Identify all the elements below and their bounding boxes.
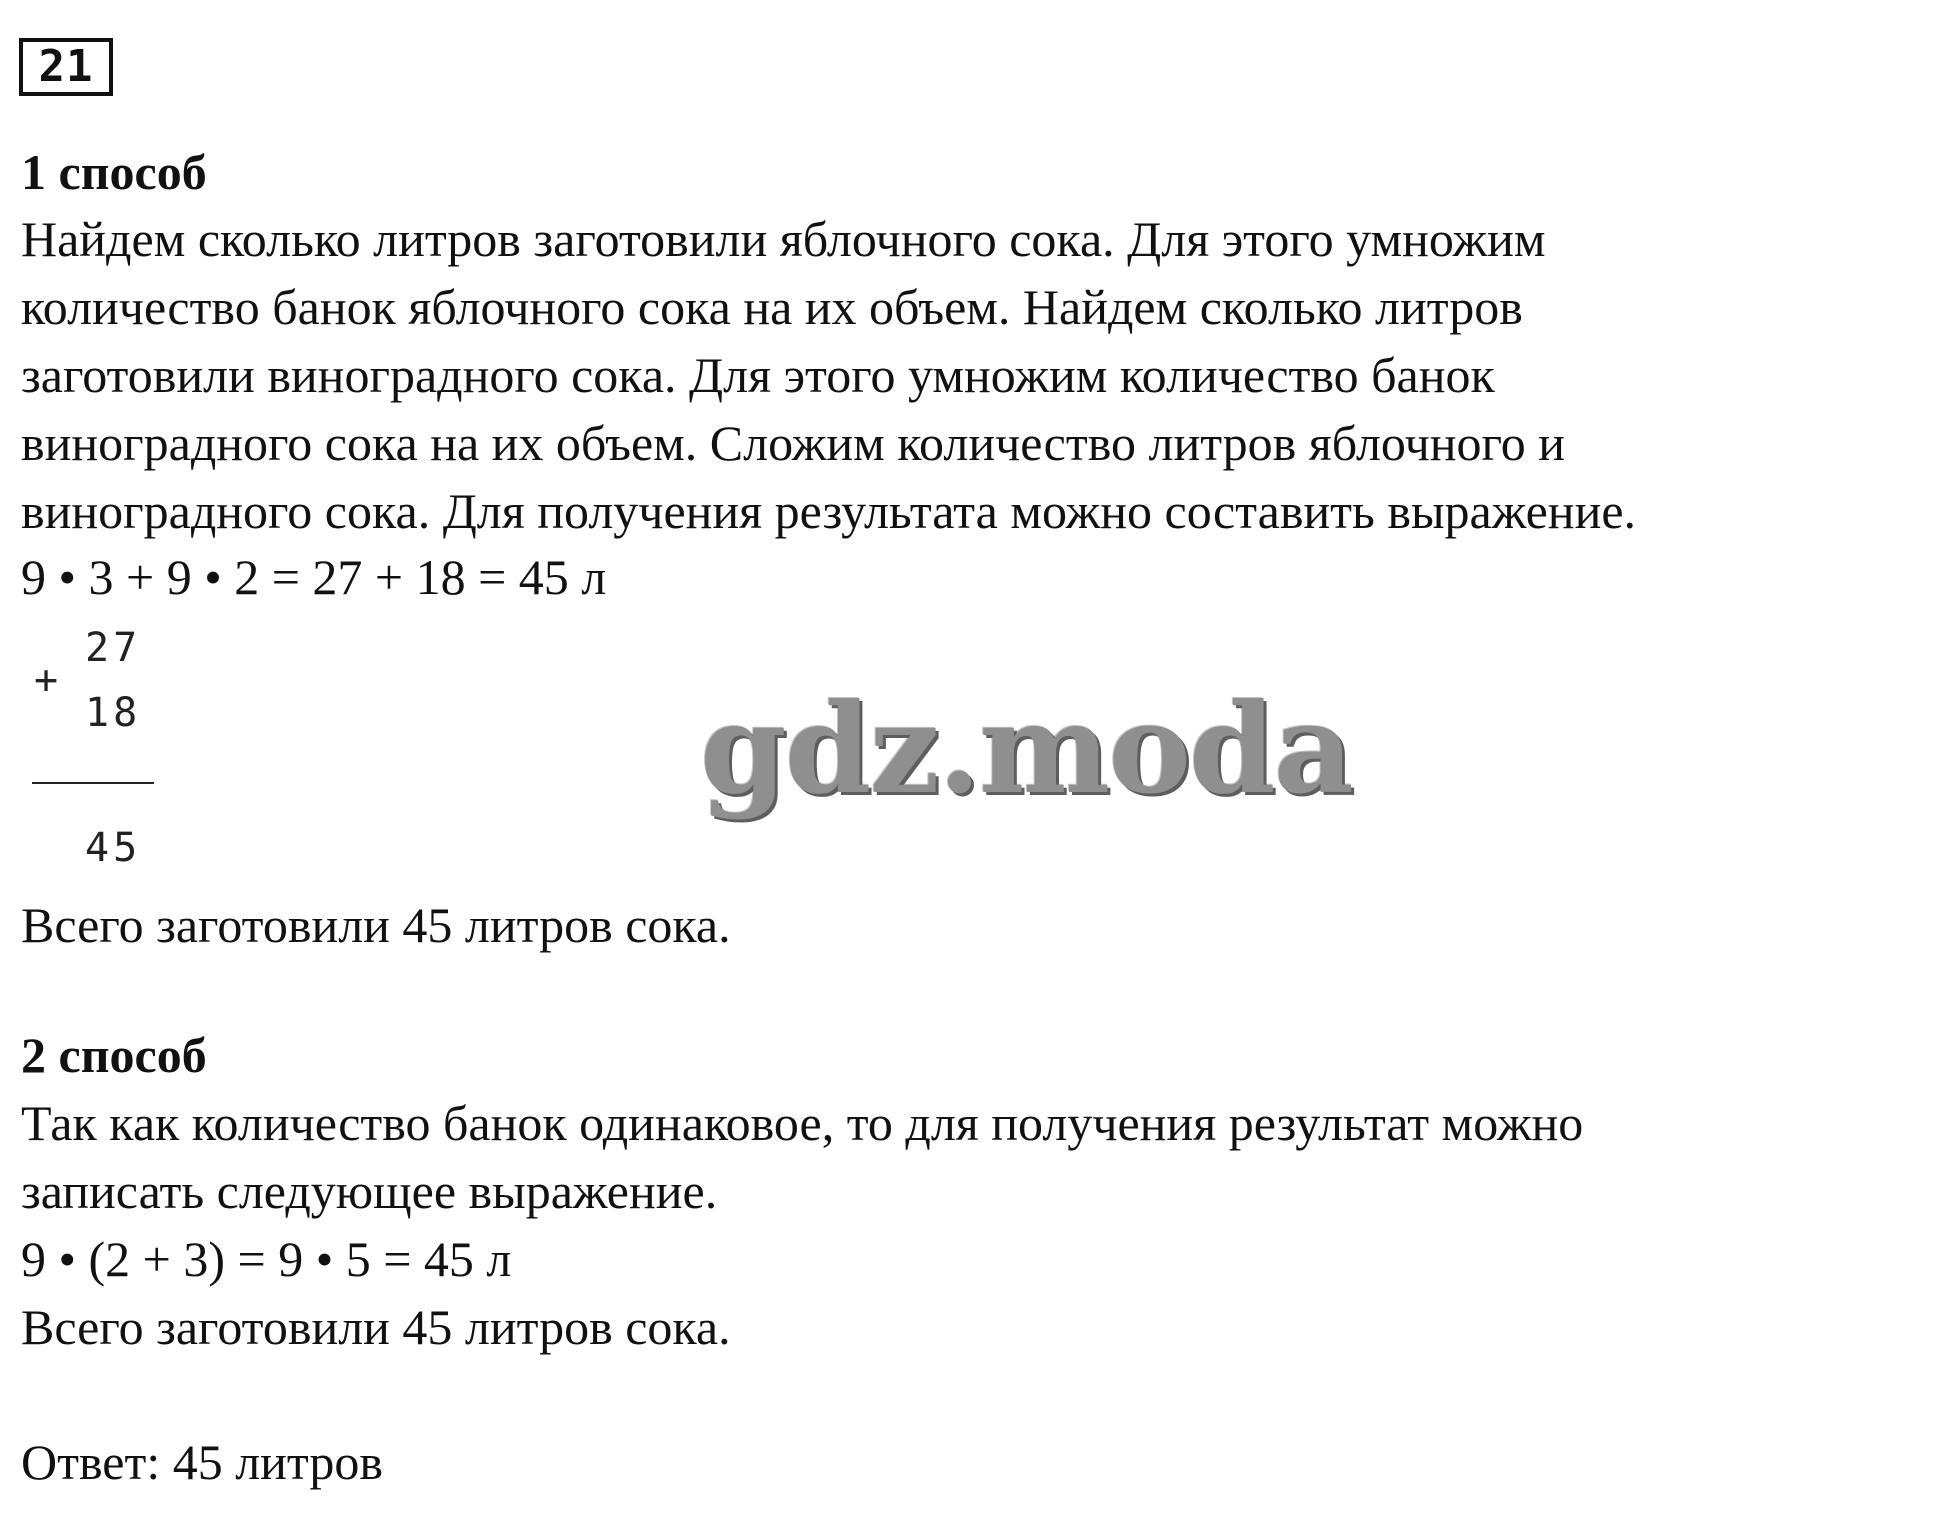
column-plus-sign: + (34, 657, 59, 703)
method1-text-line-2: количество банок яблочного сока на их объем. Найдем сколько литров (21, 279, 1523, 335)
watermark-logo: gdz.moda (700, 677, 1352, 822)
final-answer: Ответ: 45 литров (21, 1434, 383, 1490)
method1-text-line-5: виноградного сока. Для получения результата можно составить выражение. (21, 483, 1637, 539)
method1-heading: 1 способ (21, 144, 207, 200)
column-sum-line (32, 782, 154, 784)
method2-expression: 9 • (2 + 3) = 9 • 5 = 45 л (21, 1231, 512, 1287)
task-number-box: 21 (19, 38, 113, 96)
column-addition (28, 625, 168, 875)
method1-expression: 9 • 3 + 9 • 2 = 27 + 18 = 45 л (21, 549, 607, 605)
column-sum: 45 (85, 825, 142, 871)
method2-heading: 2 способ (21, 1027, 207, 1083)
method2-text-line-2: записать следующее выражение. (21, 1163, 718, 1219)
column-addend-2: 18 (85, 690, 142, 736)
method1-text-line-1: Найдем сколько литров заготовили яблочного сока. Для этого умножим (21, 211, 1546, 267)
method1-text-line-4: виноградного сока на их объем. Сложим количество литров яблочного и (21, 415, 1566, 471)
method2-result: Всего заготовили 45 литров сока. (21, 1299, 731, 1355)
method1-text-line-3: заготовили виноградного сока. Для этого умножим количество банок (21, 347, 1495, 403)
column-addend-1: 27 (85, 625, 142, 671)
method1-result: Всего заготовили 45 литров сока. (21, 897, 731, 953)
method2-text-line-1: Так как количество банок одинаковое, то для получения результат можно (21, 1095, 1584, 1151)
